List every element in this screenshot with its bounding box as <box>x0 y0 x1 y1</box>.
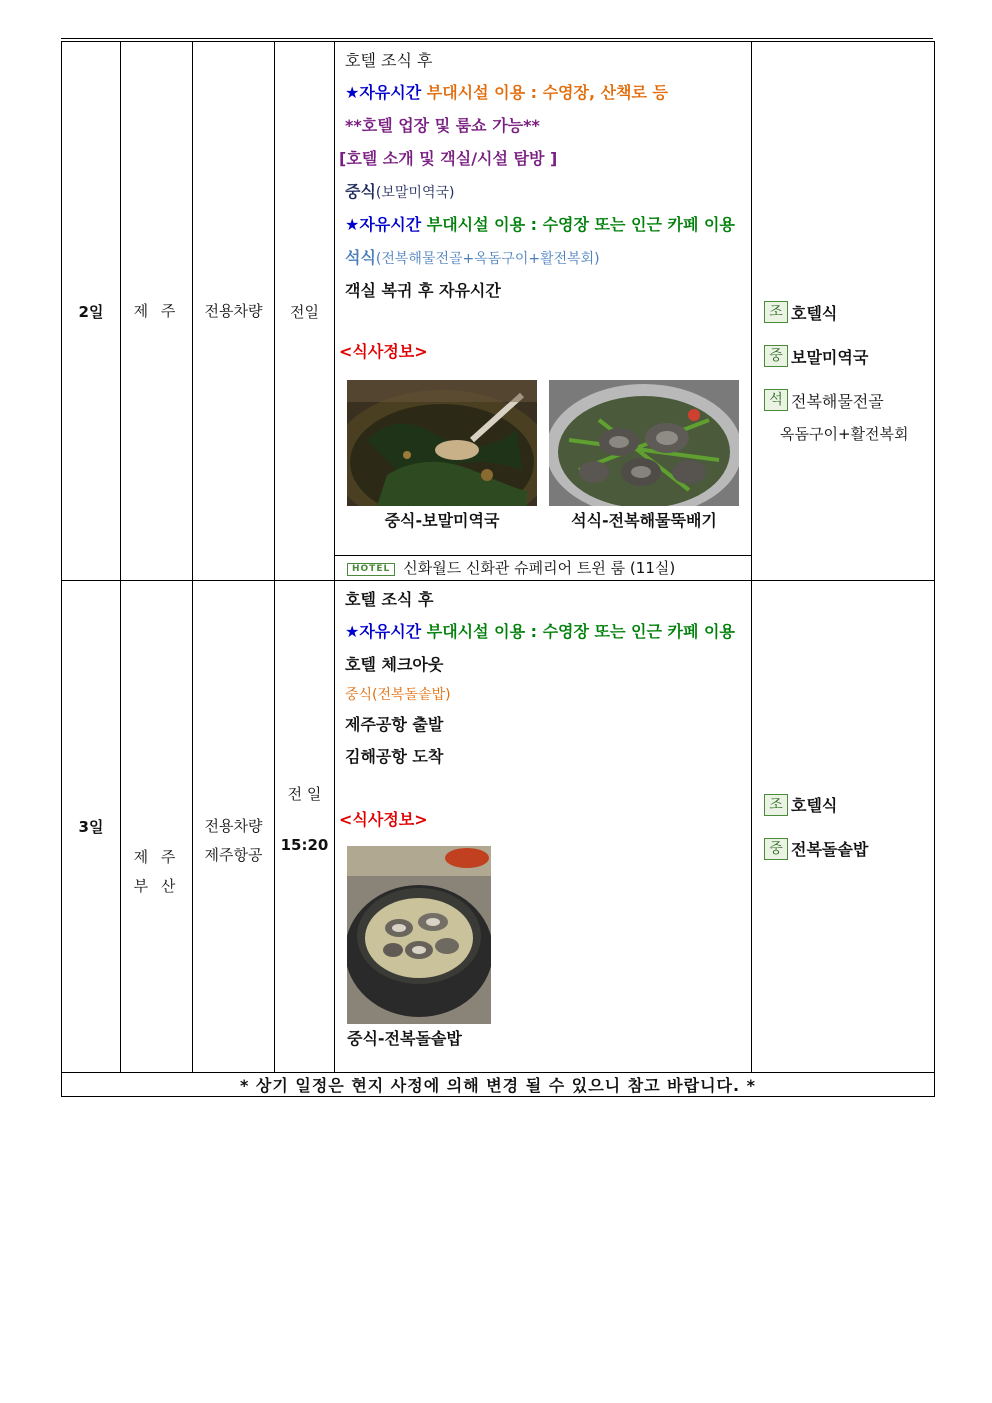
itinerary-table <box>61 41 935 1097</box>
day3-meal-breakfast <box>764 786 934 824</box>
day2-dinner-text: 전복해물전골 <box>791 391 884 411</box>
day2-photo-lunch <box>347 380 537 531</box>
day2-photo-lunch-caption: 중식-보말미역국 <box>384 511 500 530</box>
hotel-icon: HOTEL <box>347 563 395 576</box>
day2-meals-cell <box>752 42 935 581</box>
day2-line-lunch <box>335 175 751 208</box>
dinner-badge-icon: 석 <box>764 389 788 411</box>
day2-dinner-text-2: 옥돔구이+활전복회 <box>780 425 909 443</box>
day2-star-2: ★자유시간 <box>345 215 422 234</box>
day2-transport: 전용차량 <box>204 301 263 320</box>
day3-place-1: 제 주 <box>133 847 180 866</box>
day3-freetime-detail: 부대시설 이용 : 수영장 또는 인근 카페 이용 <box>421 622 735 641</box>
day3-row <box>62 581 935 1073</box>
top-rule <box>61 38 933 39</box>
breakfast-badge-icon: 조 <box>764 794 788 816</box>
day2-lunch-label: 중식 <box>345 182 376 201</box>
day3-line-breakfast: 호텔 조식 후 <box>345 590 434 609</box>
day3-transport-1: 전용차량 <box>204 816 263 835</box>
day2-hotel-bar <box>335 555 751 580</box>
day2-place: 제 주 <box>133 301 180 320</box>
breakfast-badge-icon: 조 <box>764 301 788 323</box>
day2-meal-lunch <box>764 337 934 375</box>
day3-place-2: 부 산 <box>133 876 180 895</box>
day3-meals-cell <box>752 581 935 1073</box>
day2-row <box>62 42 935 581</box>
day3-meal-info-heading: <식사정보> <box>339 810 428 829</box>
day3-place-cell <box>121 581 193 1073</box>
day2-meal-info-heading: <식사정보> <box>339 342 428 361</box>
day3-lunch-text: 전복돌솥밥 <box>791 840 869 859</box>
day2-day-cell <box>62 42 121 581</box>
day2-line-dinner <box>335 241 751 274</box>
day2-label: 2일 <box>78 302 104 321</box>
day3-breakfast-text: 호텔식 <box>791 796 838 815</box>
day2-schedule-cell <box>335 42 752 581</box>
day2-hotel-name: 신화월드 신화관 슈페리어 트윈 룸 (11실) <box>403 559 676 577</box>
abalone-hotpot-photo <box>549 380 739 506</box>
day3-star: ★자유시간 <box>345 622 422 641</box>
day2-freetime2-detail: 부대시설 이용 : 수영장 또는 인근 카페 이용 <box>421 215 735 234</box>
day2-time: 전일 <box>290 302 319 321</box>
abalone-stone-pot-rice-photo <box>347 846 491 1024</box>
lunch-badge-icon: 중 <box>764 345 788 367</box>
day3-transport-cell <box>193 581 275 1073</box>
day2-line-tour: [호텔 소개 및 객실/시설 탐방 ] <box>339 149 558 168</box>
day2-time-cell <box>275 42 335 581</box>
day2-transport-cell <box>193 42 275 581</box>
note-row <box>62 1073 935 1097</box>
seaweed-soup-photo <box>347 380 537 506</box>
day2-photo-row <box>335 380 751 531</box>
day3-schedule-cell <box>335 581 752 1073</box>
day3-label: 3일 <box>78 818 104 836</box>
day2-place-cell <box>121 42 193 581</box>
day2-breakfast-text: 호텔식 <box>791 303 838 323</box>
day2-lunch-menu: (보말미역국) <box>375 185 455 201</box>
day3-line-arrive: 김해공항 도착 <box>345 747 444 766</box>
day3-photo-lunch <box>347 846 491 1049</box>
day2-dinner-menu: (전복해물전골+옥돔구이+활전복회) <box>375 251 600 267</box>
day2-line-freetime1 <box>335 76 751 109</box>
footer-note: * 상기 일정은 현지 사정에 의해 변경 될 수 있으니 참고 바랍니다. * <box>62 1073 935 1097</box>
day3-time-2: 15:20 <box>280 836 329 854</box>
day3-line-lunch: 중식(전복돌솥밥) <box>345 687 451 703</box>
day3-photo-row <box>335 846 751 1049</box>
day2-line-return: 객실 복귀 후 자유시간 <box>345 281 501 300</box>
day3-meal-lunch <box>764 830 934 868</box>
day3-transport-2: 제주항공 <box>204 845 263 864</box>
day2-line-breakfast: 호텔 조식 후 <box>345 51 433 70</box>
day3-line-checkout: 호텔 체크아웃 <box>345 655 444 674</box>
day3-photo-lunch-caption: 중식-전복돌솥밥 <box>347 1029 462 1048</box>
day3-line-freetime <box>335 615 751 648</box>
day2-meal-dinner <box>764 381 934 419</box>
day3-day-cell <box>62 581 121 1073</box>
day2-lunch-text: 보말미역국 <box>791 347 869 367</box>
day2-photo-dinner-caption: 석식-전복해물뚝배기 <box>571 511 717 530</box>
day2-star-1: ★자유시간 <box>345 83 422 102</box>
day2-photo-dinner <box>549 380 739 531</box>
day3-line-depart: 제주공항 출발 <box>345 715 444 734</box>
day3-time-cell <box>275 581 335 1073</box>
day3-time-1: 전 일 <box>287 785 322 803</box>
day2-line-freetime2 <box>335 208 751 241</box>
day2-meal-breakfast <box>764 293 934 331</box>
day2-line-roomshow: **호텔 업장 및 룸쇼 가능** <box>345 116 540 135</box>
lunch-badge-icon: 중 <box>764 838 788 860</box>
day2-dinner-label: 석식 <box>345 248 376 267</box>
day2-freetime1-detail: 부대시설 이용 : 수영장, 산책로 등 <box>421 83 668 102</box>
